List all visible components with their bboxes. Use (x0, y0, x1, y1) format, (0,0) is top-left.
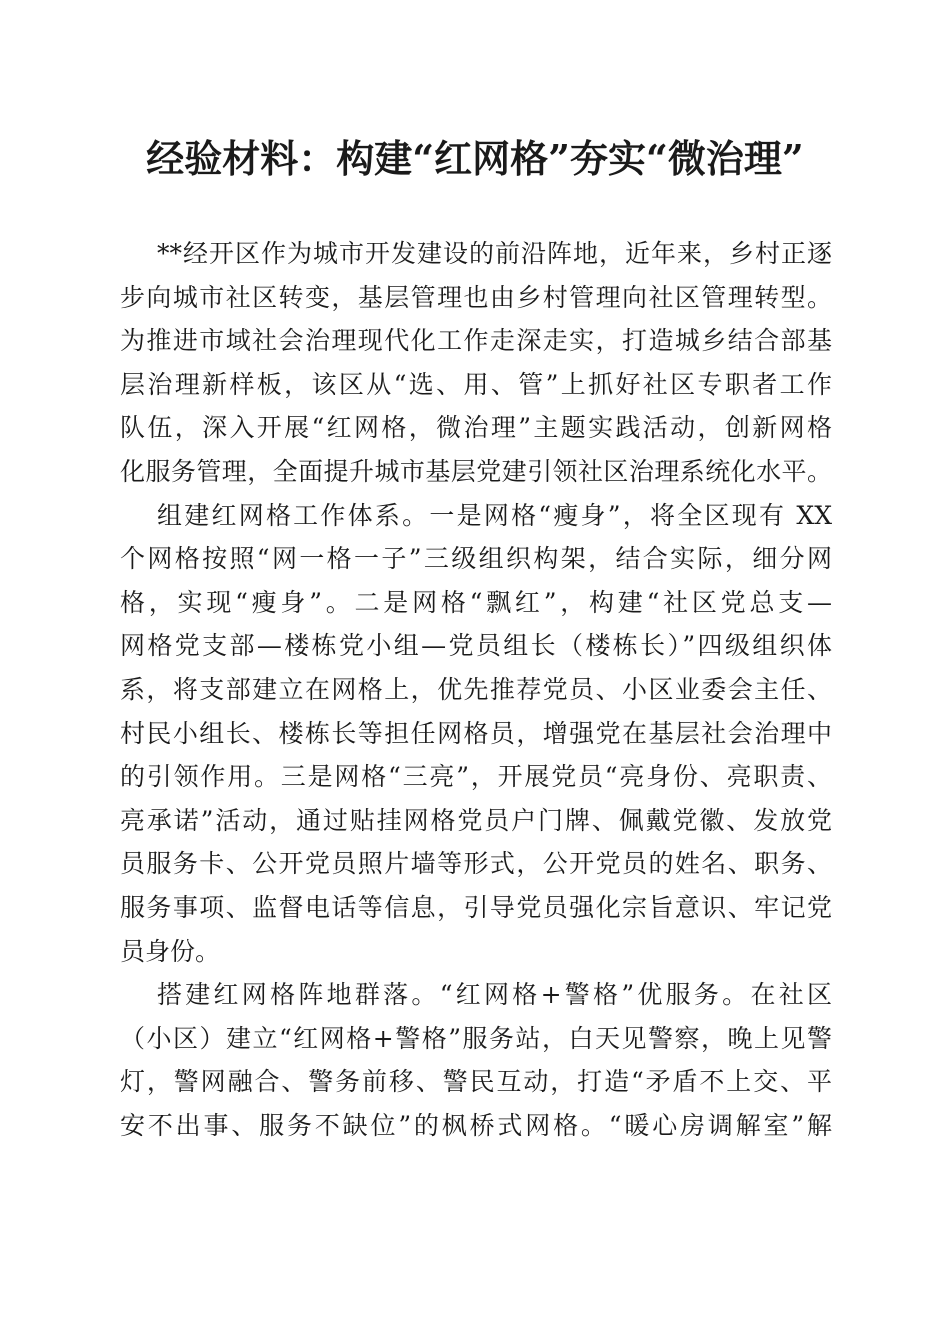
text-line: 系，将支部建立在网格上，优先推荐党员、小区业委会主任、 (120, 674, 832, 704)
text-line: 搭建红网格阵地群落。“红网格+警格”优服务。在社区 (157, 980, 832, 1010)
paragraph-positions (120, 973, 832, 1147)
text-line: 网格党支部—楼栋党小组—党员组长（楼栋长）”四级组织体 (120, 631, 832, 661)
text-line: **经开区作为城市开发建设的前沿阵地，近年来，乡村正逐 (157, 239, 832, 268)
text-line: 员服务卡、公开党员照片墙等形式，公开党员的姓名、职务、 (120, 849, 832, 879)
text-line: 安不出事、服务不缺位”的枫桥式网格。“暖心房调解室”解 (120, 1110, 832, 1140)
paragraph-system (120, 494, 832, 974)
text-line: 步向城市社区转变，基层管理也由乡村管理向社区管理转型。 (120, 282, 832, 312)
text-line: 服务事项、监督电话等信息，引导党员强化宗旨意识、牢记党 (120, 892, 832, 922)
text-line: 员身份。 (120, 936, 221, 966)
text-line: 队伍，深入开展“红网格，微治理”主题实践活动，创新网格 (120, 413, 832, 443)
text-line: 化服务管理，全面提升城市基层党建引领社区治理系统化水平。 (120, 456, 832, 486)
text-line: 灯，警网融合、警务前移、警民互动，打造“矛盾不上交、平 (120, 1067, 832, 1097)
paragraph-intro (120, 232, 832, 494)
text-line: 组建红网格工作体系。一是网格“瘦身”，将全区现有 XX (157, 500, 832, 530)
text-line: 亮承诺”活动，通过贴挂网格党员户门牌、佩戴党徽、发放党 (120, 805, 832, 835)
document-body (120, 232, 832, 1147)
text-line: 格，实现“瘦身”。二是网格“飘红”，构建“社区党总支— (120, 587, 832, 617)
text-line: （小区）建立“红网格+警格”服务站，白天见警察，晚上见警 (120, 1023, 832, 1053)
text-line: 的引领作用。三是网格“三亮”，开展党员“亮身份、亮职责、 (120, 762, 832, 792)
text-line: 村民小组长、楼栋长等担任网格员，增强党在基层社会治理中 (120, 718, 832, 748)
document-title: 经验材料：构建“红网格”夯实“微治理” (146, 136, 804, 181)
text-line: 为推进市域社会治理现代化工作走深走实，打造城乡结合部基 (120, 326, 832, 356)
text-line: 个网格按照“网一格一子”三级组织构架，结合实际，细分网 (120, 544, 832, 574)
text-line: 层治理新样板，该区从“选、用、管”上抓好社区专职者工作 (120, 369, 832, 399)
